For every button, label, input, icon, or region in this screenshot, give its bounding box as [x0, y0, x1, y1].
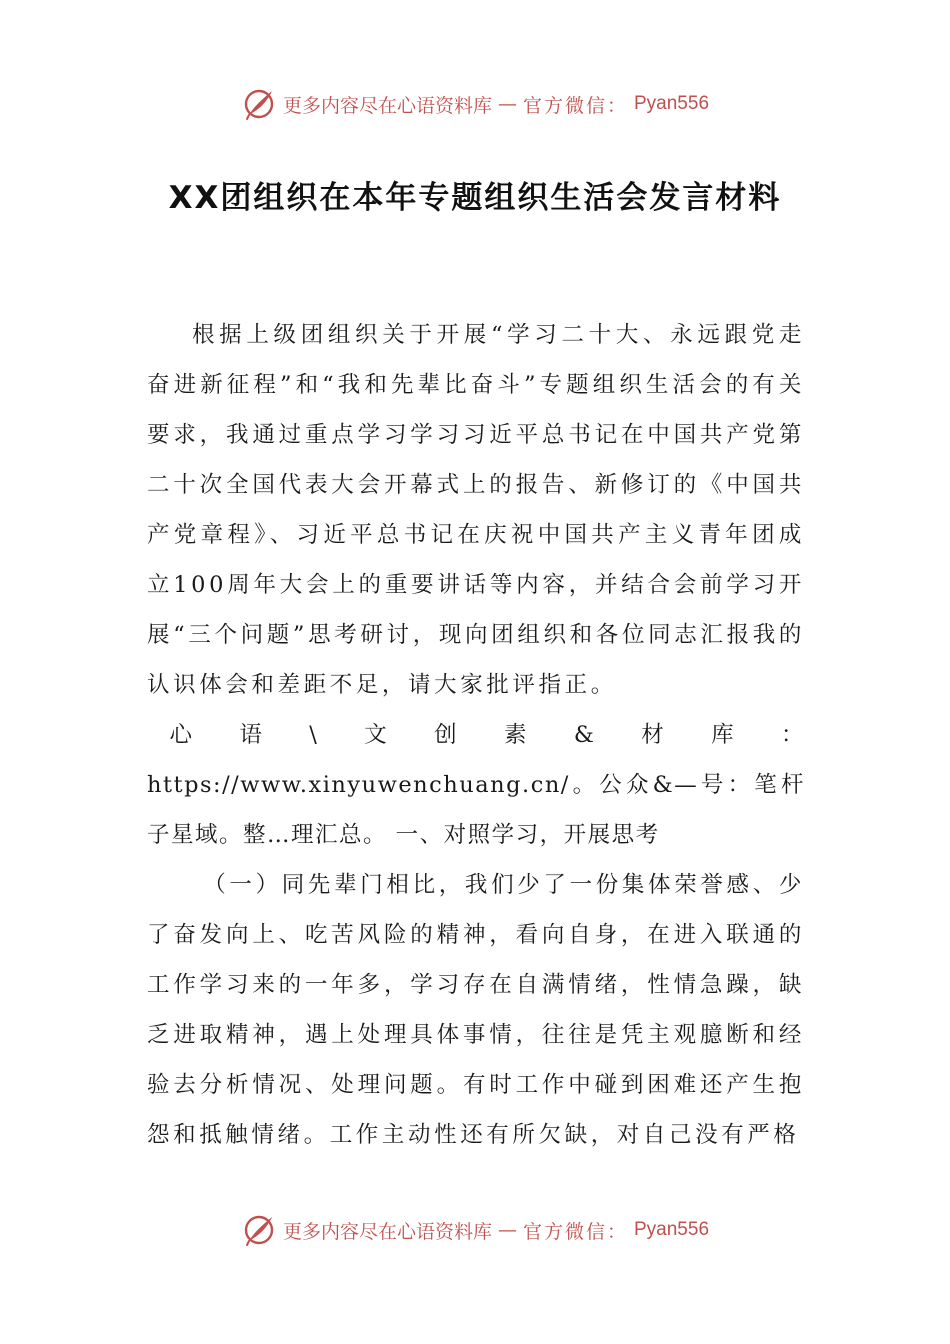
- document-title: XX团组织在本年专题组织生活会发言材料: [168, 180, 782, 216]
- banner-wechat-id: Pyan556: [634, 93, 710, 114]
- quill-logo-icon: [241, 1212, 277, 1248]
- quill-logo-icon: [241, 86, 277, 122]
- footer-banner: [0, 1210, 950, 1250]
- banner-wechat-label: 官方微信：: [522, 1220, 628, 1243]
- body-paragraph: 心语\文创素&材库：https://www.xinyuwenchuang.cn/。公众&—号：笔杆子星域。整…理汇总。 一、对照学习，开展思考: [147, 722, 805, 848]
- banner-wechat-label: 官方微信：: [522, 94, 628, 117]
- banner-wechat-id: Pyan556: [634, 1219, 710, 1240]
- document-body: [147, 310, 805, 1160]
- body-paragraph: 根据上级团组织关于开展“学习二十大、永远跟党走奋进新征程”和“我和先辈比奋斗”专题组织生活会的有关要求，我通过重点学习学习习近平总书记在中国共产党第二十次全国代表大会开幕式上的报告、新修订的《中国共产党章程》、习近平总书记在庆祝中国共产主义青年团成立100周年大会上的重要讲话等内容，并结合会前学习开展“三个问题”思考研讨，现向团组织和各位同志汇报我的认识体会和差距不足，请大家批评指正。: [147, 322, 805, 698]
- banner-dash: —: [497, 1219, 517, 1241]
- banner-text: 更多内容尽在心语资料库: [282, 1220, 492, 1243]
- banner-text: 更多内容尽在心语资料库: [282, 94, 492, 117]
- body-paragraph: （一）同先辈门相比，我们少了一份集体荣誉感、少了奋发向上、吃苦风险的精神，看向自身，在进入联通的工作学习来的一年多，学习存在自满情绪，性情急躁，缺乏进取精神，遇上处理具体事情，往往是凭主观臆断和经验去分析情况、处理问题。有时工作中碰到困难还产生抱怨和抵触情绪。工作主动性还有所欠缺，对自己没有严格: [147, 872, 805, 1148]
- header-banner: [0, 84, 950, 124]
- banner-dash: —: [497, 93, 517, 115]
